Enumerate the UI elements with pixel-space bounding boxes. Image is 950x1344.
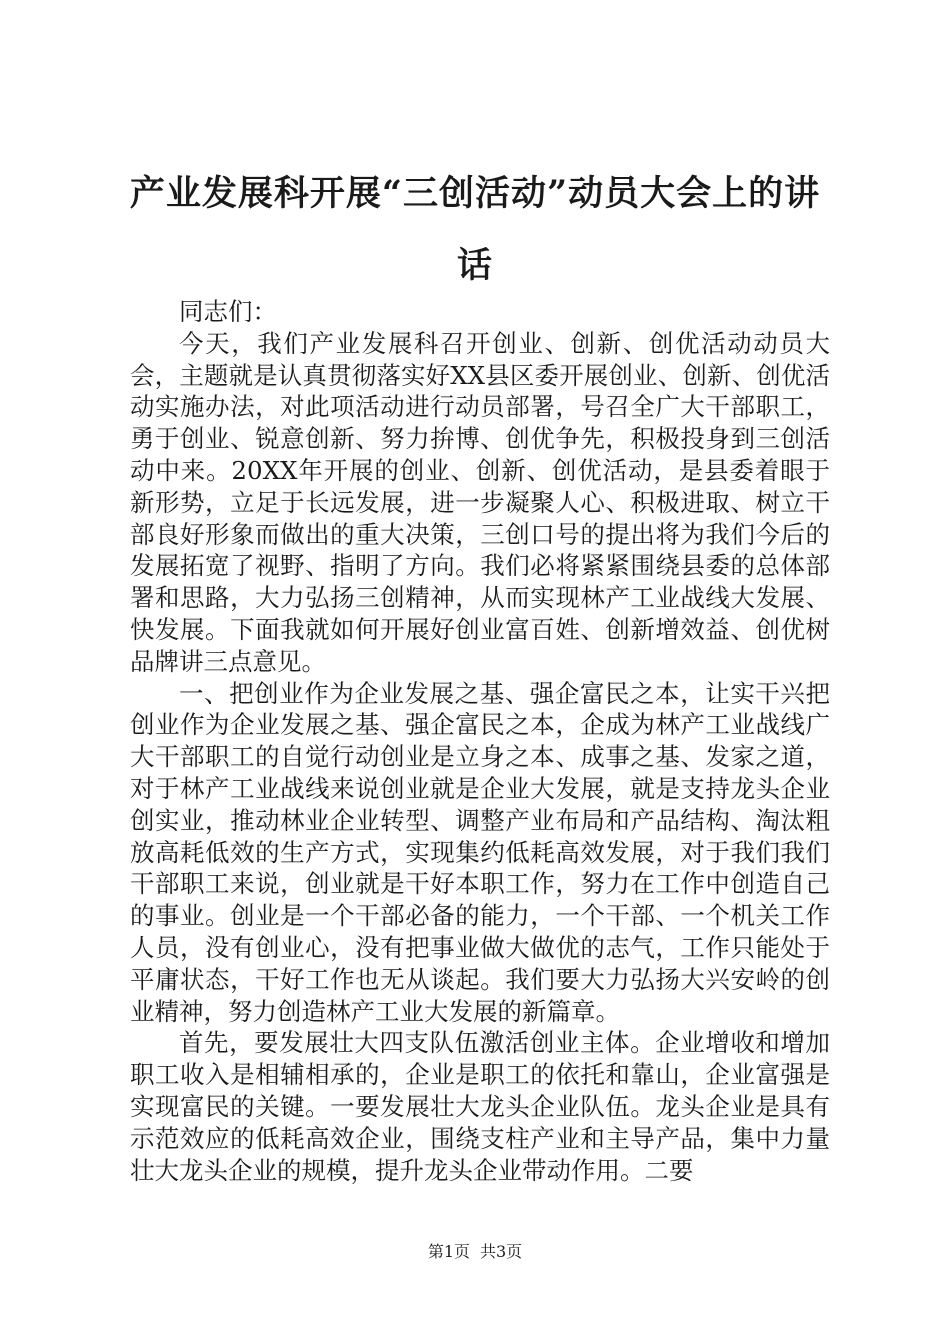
page-total: 共3页: [480, 1242, 523, 1261]
paragraph-2: 一、把创业作为企业发展之基、强企富民之本，让实干兴把创业作为企业发展之基、强企富民之本，企成为林产工业战线广大干部职工的自觉行动创业是立身之本、成事之基、发家之道，对于林产工业战线来说创业就是企业大发展，就是支持龙头企业创实业，推动林业企业转型、调整产业布局和产品结构、淘汰粗放高耗低效的生产方式，实现集约低耗高效发展，对于我们我们干部职工来说，创业就是干好本职工作，努力在工作中创造自己的事业。创业是一个干部必备的能力，一个干部、一个机关工作人员，没有创业心，没有把事业做大做优的志气，工作只能处于平庸状态，干好工作也无从谈起。我们要大力弘扬大兴安岭的创业精神，努力创造林产工业大发展的新篇章。: [130, 678, 830, 1026]
page-number: 第1页: [427, 1242, 470, 1261]
paragraph-3: 首先，要发展壮大四支队伍激活创业主体。企业增收和增加职工收入是相辅相承的，企业是职工的依托和靠山，企业富强是实现富民的关键。一要发展壮大龙头企业队伍。龙头企业是具有示范效应的低耗高效企业，围绕支柱产业和主导产品，集中力量壮大龙头企业的规模，提升龙头企业带动作用。二要: [130, 1028, 830, 1185]
paragraph-1: 今天，我们产业发展科召开创业、创新、创优活动动员大会，主题就是认真贯彻落实好XX县区委开展创业、创新、创优活动实施办法，对此项活动进行动员部署，号召全广大干部职工，勇于创业、锐意创新、努力拚博、创优争先，积极投身到三创活动中来。20XX年开展的创业、创新、创优活动，是县委着眼于新形势，立足于长远发展，进一步凝聚人心、积极进取、树立干部良好形象而做出的重大决策，三创口号的提出将为我们今后的发展拓宽了视野、指明了方向。我们必将紧紧围绕县委的总体部署和思路，大力弘扬三创精神，从而实现林产工业战线大发展、快发展。下面我就如何开展好创业富百姓、创新增效益、创优树品牌讲三点意见。: [130, 328, 830, 676]
document-body: [130, 296, 830, 1186]
salutation: 同志们：: [179, 297, 277, 326]
document-title: 产业发展科开展“三创活动”动员大会上的讲话: [129, 173, 821, 286]
page-footer: [0, 1242, 950, 1262]
